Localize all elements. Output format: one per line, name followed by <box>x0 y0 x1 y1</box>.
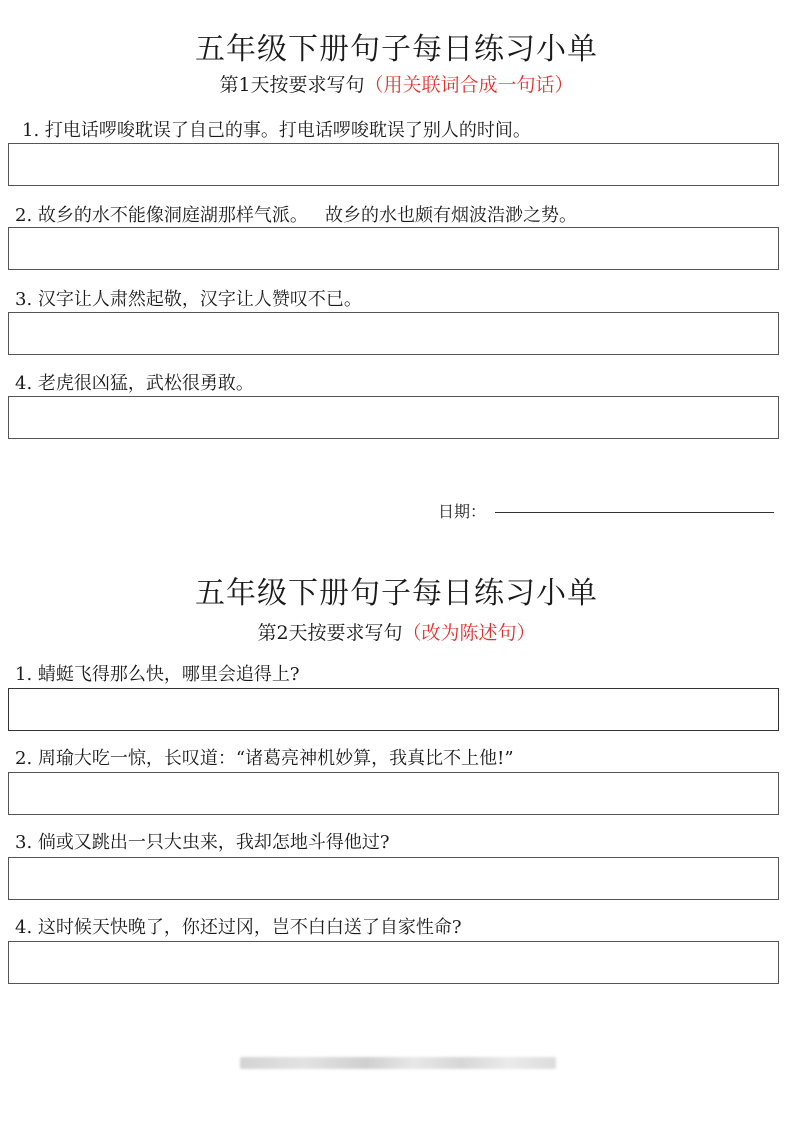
answer-box-2-1[interactable] <box>8 688 779 731</box>
subtitle-2 <box>0 618 793 645</box>
question-2-3: 3. 倘或又跳出一只大虫来，我却怎地斗得他过? <box>15 832 390 853</box>
subtitle-requirement-2: （改为陈述句） <box>402 622 536 644</box>
subtitle-1 <box>0 70 793 97</box>
question-2-2: 2. 周瑜大吃一惊，长叹道：“诸葛亮神机妙算，我真比不上他!” <box>15 748 514 769</box>
answer-box-1-3[interactable] <box>8 312 779 355</box>
question-2-1: 1. 蜻蜓飞得那么快，哪里会追得上? <box>15 664 300 685</box>
subtitle-day-1: 第1天按要求写句 <box>219 74 365 96</box>
answer-box-1-4[interactable] <box>8 396 779 439</box>
answer-box-1-2[interactable] <box>8 227 779 270</box>
date-label: 日期： <box>438 502 487 521</box>
answer-box-2-2[interactable] <box>8 772 779 815</box>
question-1-4: 4. 老虎很凶猛，武松很勇敢。 <box>15 373 254 394</box>
date-input-line[interactable] <box>495 512 774 513</box>
footer-watermark-blur <box>240 1057 556 1069</box>
answer-box-1-1[interactable] <box>8 143 779 186</box>
subtitle-day-2: 第2天按要求写句 <box>257 622 403 644</box>
subtitle-requirement-1: （用关联词合成一句话） <box>364 74 574 96</box>
answer-box-2-4[interactable] <box>8 941 779 984</box>
question-1-2: 2. 故乡的水不能像洞庭湖那样气派。 故乡的水也颇有烟波浩渺之势。 <box>15 205 578 226</box>
question-1-3: 3. 汉字让人肃然起敬，汉字让人赞叹不已。 <box>15 289 362 310</box>
answer-box-2-3[interactable] <box>8 857 779 900</box>
worksheet-title-2: 五年级下册句子每日练习小单 <box>195 576 598 611</box>
question-1-1: 1. 打电话啰唆耽误了自己的事。打电话啰唆耽误了别人的时间。 <box>22 120 531 141</box>
worksheet-title-1: 五年级下册句子每日练习小单 <box>195 32 598 67</box>
question-2-4: 4. 这时候天快晚了，你还过冈，岂不白白送了自家性命? <box>15 917 462 938</box>
